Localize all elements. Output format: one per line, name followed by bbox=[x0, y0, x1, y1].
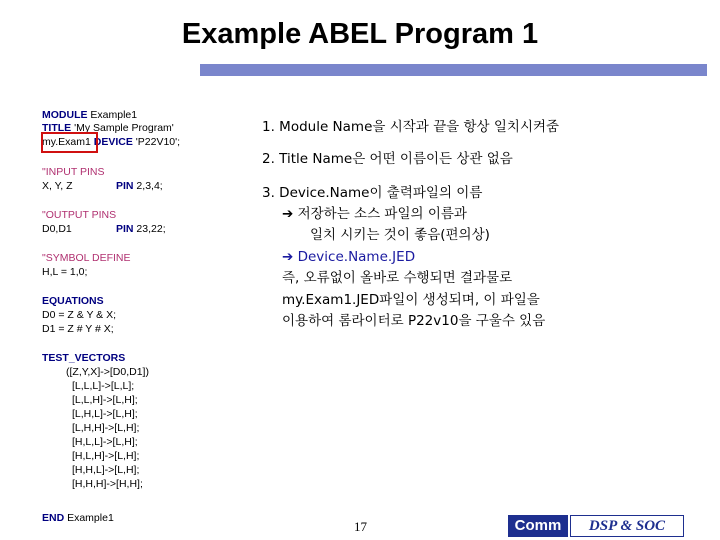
test-vector-header: ([Z,Y,X]->[D0,D1]) bbox=[66, 366, 149, 378]
test-vector-row: [L,H,H]->[L,H]; bbox=[72, 422, 140, 434]
test-vector-row: [L,H,L]->[L,H]; bbox=[72, 408, 138, 420]
module-keyword: MODULE bbox=[42, 109, 88, 121]
device-value: 'P22V10'; bbox=[132, 136, 181, 148]
device-keyword: DEVICE bbox=[90, 136, 133, 148]
note-1: 1. Module Name을 시작과 끝을 항상 일치시켜줌 bbox=[262, 119, 560, 135]
output-pin-numbers: 23,22; bbox=[133, 223, 166, 235]
note-3-arrow-save: ➔ 저장하는 소스 파일의 이름과 bbox=[282, 206, 467, 222]
test-vector-row: [L,L,H]->[L,H]; bbox=[72, 394, 138, 406]
equation-d1: D1 = Z # Y # X; bbox=[42, 323, 114, 335]
input-pins-line bbox=[42, 180, 163, 194]
test-vector-row: [H,H,H]->[H,H]; bbox=[72, 478, 143, 490]
input-pin-keyword: PIN bbox=[116, 180, 134, 192]
page-number: 17 bbox=[354, 519, 367, 534]
test-vectors-keyword: TEST_VECTORS bbox=[42, 352, 126, 364]
note-3-arrow-jed: ➔ Device.Name.JED bbox=[282, 249, 416, 265]
input-pins-comment: "INPUT PINS bbox=[42, 166, 105, 178]
input-pin-names: X, Y, Z bbox=[42, 180, 73, 192]
note-3-file: my.Exam1.JED파일이 생성되며, 이 파일을 bbox=[282, 292, 540, 308]
test-vector-row: [H,H,L]->[L,H]; bbox=[72, 464, 140, 476]
end-keyword: END bbox=[42, 512, 65, 524]
output-pin-keyword: PIN bbox=[116, 223, 134, 235]
test-vector-row: [H,L,H]->[L,H]; bbox=[72, 450, 140, 462]
module-name: Example1 bbox=[87, 109, 138, 121]
note-3-match: 일치 시키는 것이 좋음(편의상) bbox=[310, 227, 490, 243]
symbol-define-comment: "SYMBOL DEFINE bbox=[42, 252, 131, 264]
equations-keyword: EQUATIONS bbox=[42, 295, 104, 307]
output-pin-names: D0,D1 bbox=[42, 223, 72, 235]
input-pin-numbers: 2,3,4; bbox=[133, 180, 163, 192]
code-module-line bbox=[42, 109, 137, 123]
output-pins-comment: "OUTPUT PINS bbox=[42, 209, 117, 221]
output-pins-line bbox=[42, 223, 166, 237]
note-2: 2. Title Name은 어떤 이름이든 상관 없음 bbox=[262, 151, 513, 167]
note-3: 3. Device.Name이 출력파일의 이름 bbox=[262, 185, 483, 201]
test-vector-row: [H,L,L]->[L,H]; bbox=[72, 436, 138, 448]
code-end-line bbox=[42, 512, 114, 526]
equation-d0: D0 = Z & Y & X; bbox=[42, 309, 117, 321]
device-name-highlight-box bbox=[41, 132, 98, 153]
footer-comm-badge: Comm bbox=[508, 515, 568, 537]
note-3-result: 즉, 오류없이 올바로 수행되면 결과물로 bbox=[282, 270, 513, 286]
title-underline-bar bbox=[200, 64, 707, 76]
title-value: 'My Sample Program' bbox=[71, 122, 174, 134]
footer-dsp-soc-badge: DSP & SOC bbox=[570, 515, 684, 537]
device-name: my.Exam1 bbox=[42, 136, 91, 148]
title-keyword: TITLE bbox=[42, 122, 72, 134]
symbol-define-line: H,L = 1,0; bbox=[42, 266, 88, 278]
note-3-rom-writer: 이용하여 롬라이터로 P22v10을 구울수 있음 bbox=[282, 313, 546, 329]
test-vector-row: [L,L,L]->[L,L]; bbox=[72, 380, 135, 392]
end-name: Example1 bbox=[64, 512, 114, 524]
slide-title: Example ABEL Program 1 bbox=[181, 18, 539, 50]
